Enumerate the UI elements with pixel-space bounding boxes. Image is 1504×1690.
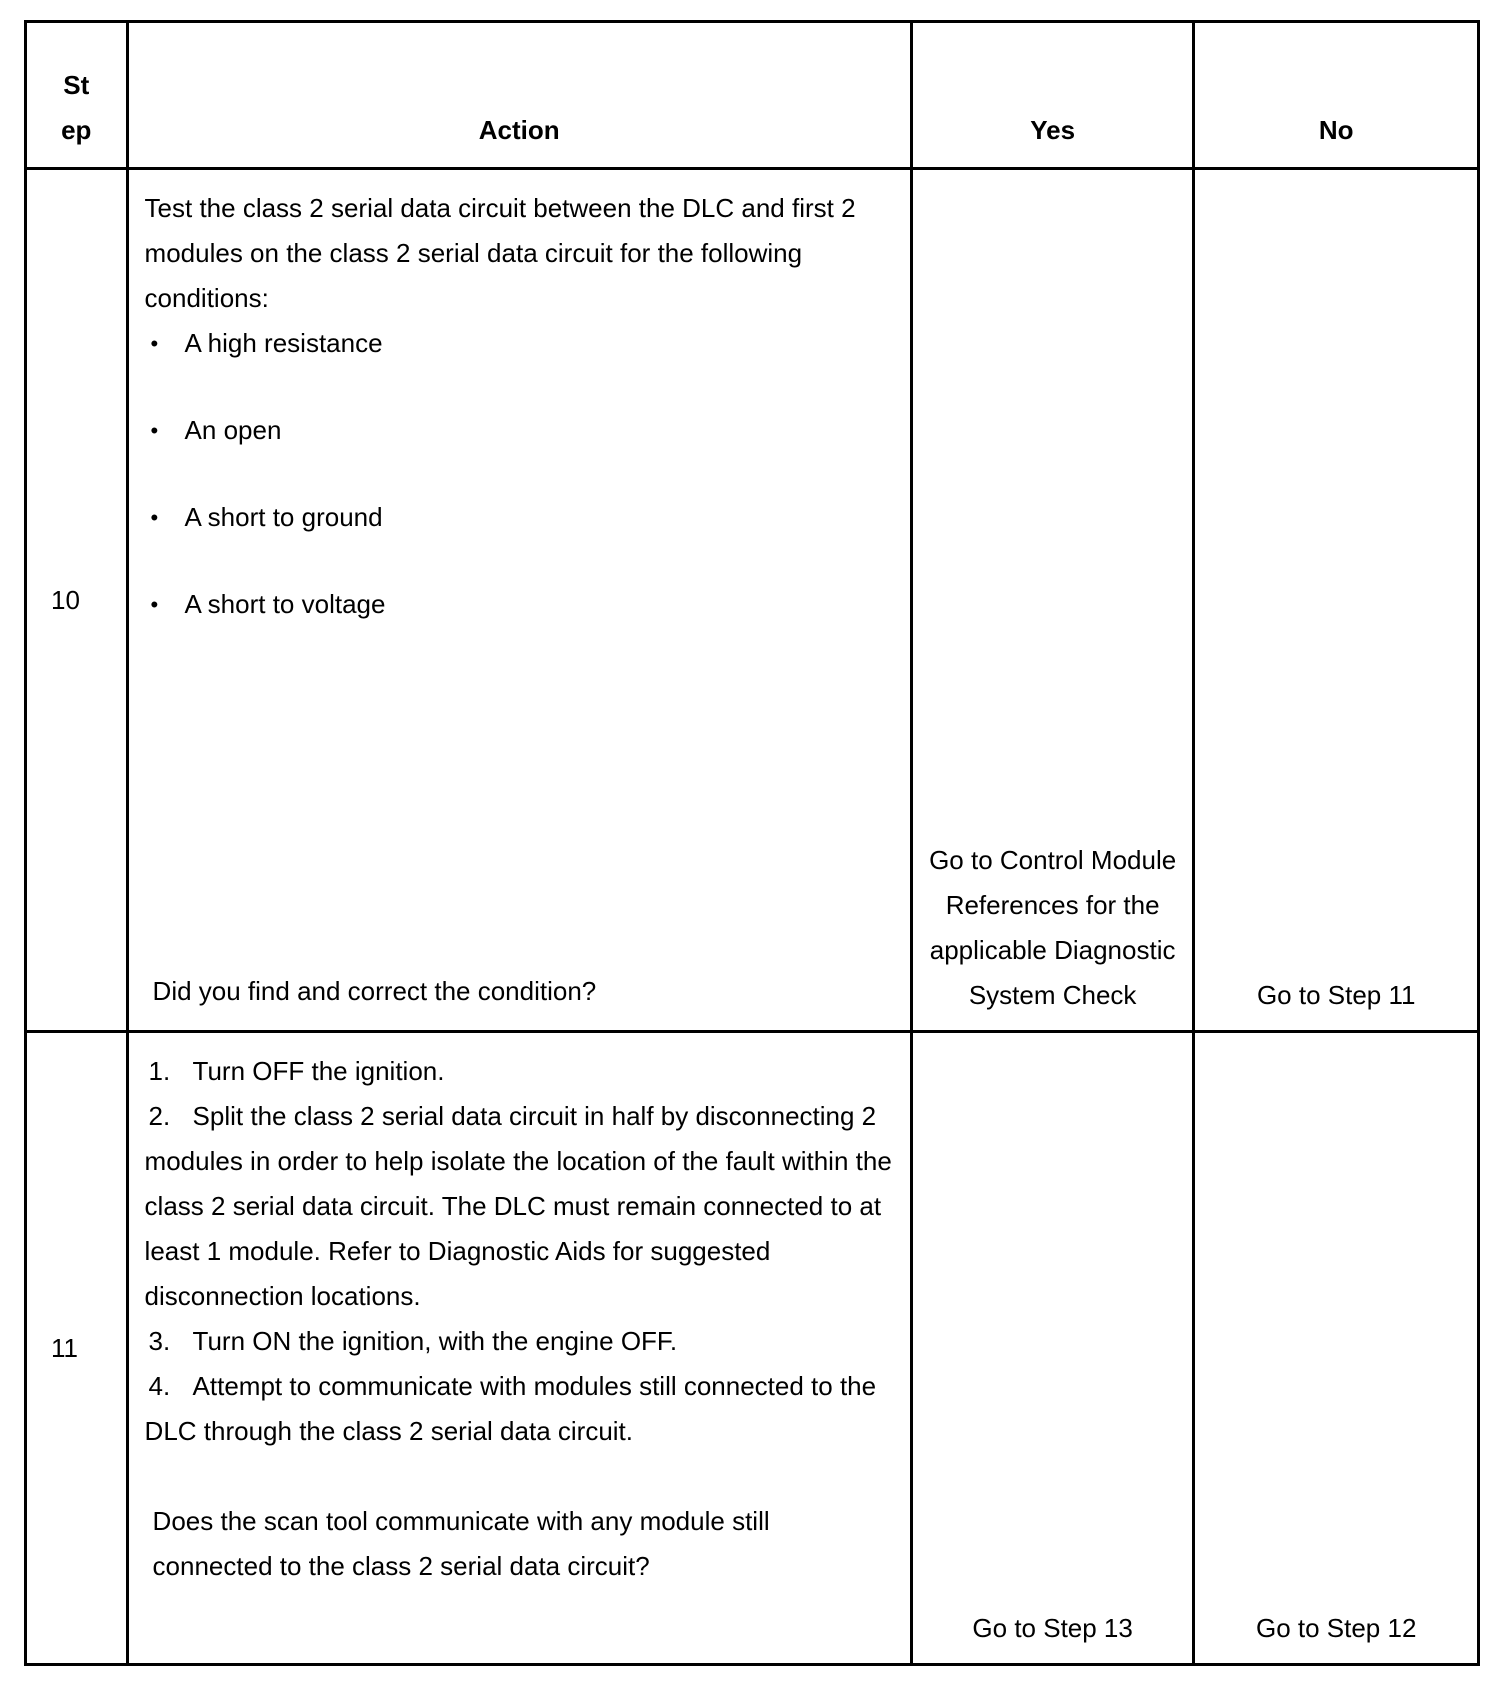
header-step-line2: ep: [61, 115, 92, 145]
list-item: • An open: [145, 408, 896, 453]
header-action: Action: [127, 22, 911, 169]
step-text: Turn OFF the ignition.: [192, 1056, 445, 1086]
action-intro: Test the class 2 serial data circuit between the DLC and first 2 modules on the class 2 serial data circuit for the following conditions:: [144, 193, 856, 313]
action-cell: [127, 1032, 911, 1665]
header-yes: Yes: [911, 22, 1194, 169]
numbered-step: [145, 1094, 896, 1319]
step-index: 2.: [148, 1101, 171, 1131]
list-item: • A high resistance: [145, 321, 896, 366]
numbered-step: [145, 1319, 896, 1364]
condition-list: [145, 321, 896, 627]
step-index: 3.: [148, 1326, 171, 1356]
action-cell: [127, 169, 911, 1032]
list-item: • A short to ground: [145, 495, 896, 540]
table-row: [26, 1032, 1479, 1665]
step-number: 11: [26, 1032, 128, 1665]
header-step: [26, 22, 128, 169]
step-text: Turn ON the ignition, with the engine OFF.: [192, 1326, 678, 1356]
numbered-step: [145, 1364, 896, 1454]
header-step-line1: St: [63, 70, 90, 100]
numbered-step: [145, 1049, 896, 1094]
step-text: Split the class 2 serial data circuit in half by disconnecting 2 modules in order to help isolate the location of the fault within the class 2 serial data circuit. The DLC must remain connected to at least 1 module. Refer to Diagnostic Aids for suggested disconnection locations.: [144, 1101, 892, 1311]
header-no: No: [1194, 22, 1479, 169]
no-outcome: Go to Step 11: [1194, 169, 1479, 1032]
step-index: 1.: [148, 1056, 171, 1086]
diagnostic-table: [24, 20, 1480, 1666]
yes-outcome: Go to Control Module References for the applicable Diagnostic System Check: [911, 169, 1194, 1032]
table-row: [26, 169, 1479, 1032]
action-question: Does the scan tool communicate with any module still connected to the class 2 serial data circuit?: [152, 1506, 770, 1581]
yes-outcome: Go to Step 13: [911, 1032, 1194, 1665]
step-number: 10: [26, 169, 128, 1032]
action-question: Did you find and correct the condition?: [152, 976, 597, 1006]
step-text: Attempt to communicate with modules still connected to the DLC through the class 2 serial data circuit.: [144, 1371, 877, 1446]
step-index: 4.: [148, 1371, 171, 1401]
no-outcome: Go to Step 12: [1194, 1032, 1479, 1665]
list-item: • A short to voltage: [145, 582, 896, 627]
header-row: [26, 22, 1479, 169]
